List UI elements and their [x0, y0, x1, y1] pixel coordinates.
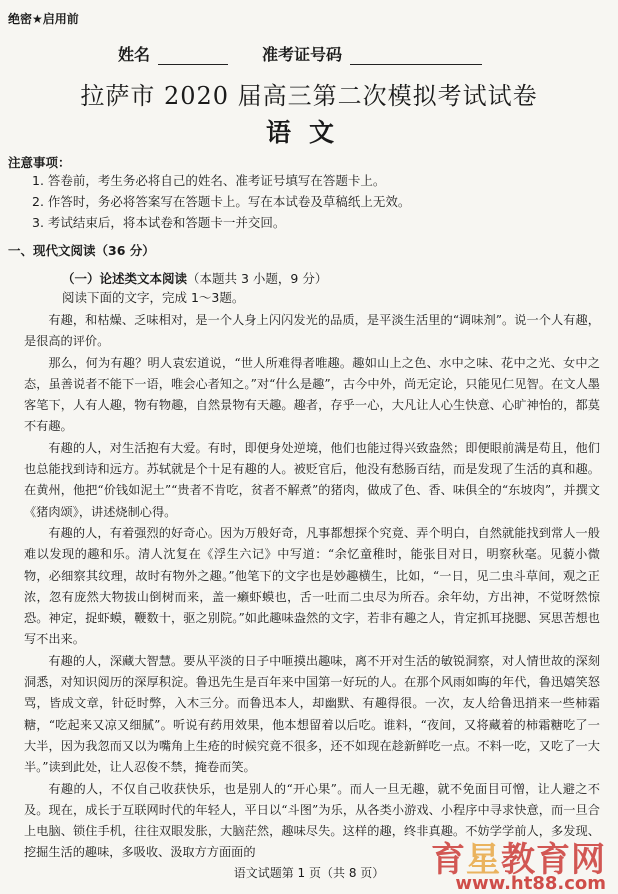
- subsection-info: （本题共 3 小题，9 分）: [187, 271, 328, 286]
- passage-paragraph: 有趣的人，不仅自己收获快乐，也是别人的“开心果”。而人一旦无趣，就不免面目可憎，让人避之不及。现在，成长于互联网时代的年轻人，平日以“斗图”为乐，从各类小游戏、小程序中寻求快意，而一旦合上电脑、锁住手机，往往双眼发胀，大脑茫然，趣味尽失。这样的趣，终非真趣。不妨学学前人，多发现、挖掘生活的趣味，多吸收、汲取方方面面的: [24, 781, 600, 860]
- watermark-url: www.ht88.com: [455, 873, 606, 894]
- section-heading: 一、现代文阅读（36 分）: [8, 243, 155, 258]
- subsection-heading: [62, 269, 327, 287]
- name-blank: [158, 48, 228, 65]
- exam-title: 拉萨市 2020 届高三第二次模拟考试试卷: [80, 82, 538, 110]
- reading-instruction: 阅读下面的文字，完成 1～3题。: [62, 290, 245, 305]
- watermark-brand-b: 教育网: [501, 840, 606, 880]
- notice-item: 3. 考试结束后，将本试卷和答题卡一并交回。: [32, 215, 286, 230]
- confidential-label: 绝密★启用前: [8, 12, 79, 26]
- watermark-brand-star: 星: [466, 840, 501, 880]
- passage-paragraph: 有趣的人，有着强烈的好奇心。因为万般好奇，凡事都想探个究竟、弄个明白，自然就能找到常人一般难以发现的趣和乐。清人沈复在《浮生六记》中写道：“余忆童稚时，能张目对日，明察秋毫。见藐小微物，必细察其纹理，故时有物外之趣。”他笔下的文字也是妙趣横生，比如，“一日，见二虫斗草间，观之正浓，忽有庞然大物拔山倒树而来，盖一癞虾蟆也，舌一吐而二虫尽为所吞。余年幼，方出神，不觉呀然惊恐。神定，捉虾蟆，鞭数十，驱之别院。”如此趣味盎然的文字，若非有趣之人，肯定抓耳挠腮、冥思苦想也写不出来。: [24, 525, 600, 647]
- passage-paragraph: 有趣的人，深藏大智慧。要从平淡的日子中咂摸出趣味，离不开对生活的敏锐洞察，对人情世故的深刻洞悉，对知识阅历的深厚积淀。鲁迅先生是百年来中国第一好玩的人。在那个风雨如晦的年代，鲁迅嬉笑怒骂，皆成文章，针砭时弊，入木三分。而鲁迅本人，却幽默、有趣得很。一次，友人给鲁迅捎来一些柿霜糖，“吃起来又凉又细腻”。听说有药用效果，他本想留着以后吃。谁料，“夜间，又将藏着的柿霜糖吃了一大半，因为我忽而又以为嘴角上生疮的时候究竟不很多，还不如现在趁新鲜吃一点。不料一吃，又吃了一大半。”读到此处，让人忍俊不禁，掩卷而笑。: [24, 653, 600, 775]
- subject-title: 语文: [265, 118, 352, 147]
- watermark: [431, 832, 606, 894]
- passage-paragraph: 有趣的人，对生活抱有大爱。有时，即便身处逆境，他们也能过得兴致盎然；即便眼前满是苟且，他们也总能找到诗和远方。苏轼就是个十足有趣的人。被贬官后，他没有愁肠百结，而是发现了生活的真和趣。在黄州，他把“价钱如泥土”“贵者不肯吃，贫者不解煮”的猪肉，做成了色、香、味俱全的“东坡肉”，并撰文《猪肉颂》，讲述烧制心得。: [24, 440, 600, 519]
- name-label: 姓名: [118, 45, 151, 64]
- candidate-info: [118, 42, 482, 65]
- notice-heading: 注意事项：: [8, 155, 71, 170]
- passage-paragraph: 有趣，和枯燥、乏味相对，是一个人身上闪闪发光的品质，是平淡生活里的“调味剂”。说一个人有趣，是很高的评价。: [24, 313, 600, 349]
- notice-list: [32, 170, 410, 233]
- notice-item: 2. 作答时，务必将答案写在答题卡上。写在本试卷及草稿纸上无效。: [32, 194, 411, 209]
- page-footer: 语文试题第 1 页（共 8 页）: [233, 866, 385, 880]
- watermark-brand-a: 育: [431, 840, 466, 880]
- passage: [24, 310, 600, 864]
- exam-id-blank: [350, 48, 482, 65]
- subsection-label: （一）论述类文本阅读: [62, 271, 188, 286]
- passage-paragraph: 那么，何为有趣？明人袁宏道说，“世人所难得者唯趣。趣如山上之色、水中之味、花中之光、女中之态，虽善说者不能下一语，唯会心者知之。”对“什么是趣”，古今中外，尚无定论，只能见仁见智。在文人墨客笔下，人有人趣，物有物趣，自然景物有天趣。趣者，存乎一心，大凡让人心生快意、心旷神怡的，都莫不有趣。: [24, 355, 600, 434]
- notice-item: 1. 答卷前，考生务必将自己的姓名、准考证号填写在答题卡上。: [32, 173, 386, 188]
- exam-id-label: 准考证号码: [262, 45, 343, 64]
